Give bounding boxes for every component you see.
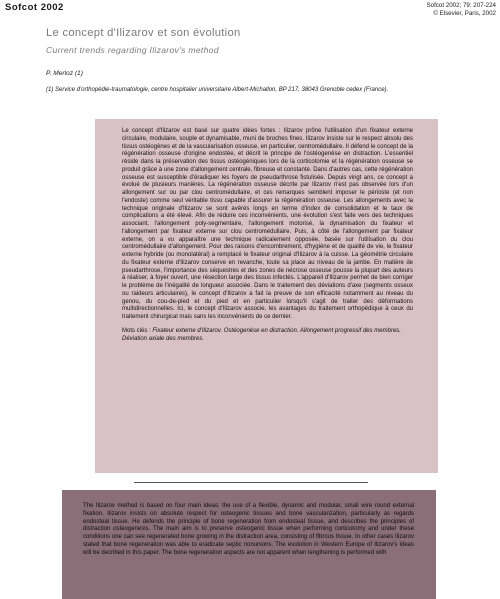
author-affiliation: (1) Service d'orthopédie-traumatologie, centre hospitalier universitaire Albert-Michallon, BP 217, 38043 Grenoble cedex (France). — [46, 87, 389, 93]
article-title-french: Le concept d'Ilizarov et son évolution — [46, 27, 241, 39]
article-title-english: Current trends regarding Ilizarov's method — [46, 45, 219, 55]
citation-volume-pages: Sofcot 2002; 79: 207-224 — [426, 2, 496, 9]
citation-copyright: © Elsevier, Paris, 2002 — [433, 10, 496, 17]
section-divider — [134, 482, 368, 483]
french-abstract-box — [95, 119, 438, 473]
keywords-list: Fixateur externe d'Ilizarov. Ostéogenèse en distraction. Allongement progressif des membres. Déviation axiale des membres. — [122, 327, 401, 342]
citation-info — [427, 2, 497, 18]
english-abstract-text: The Ilizarov method is based on four main ideas: the use of a flexible, dynamic and modular, small wire round external fixation. Ilizarov insists on absolute respect for osteogenic tissues and bone vascularization, particularly as regards endosteal tissue. He defends the principle of bone regeneration from endosteal tissue, and describes the principles of distraction osteogenesis. The main aim is to preserve osteogenic tissue when performing corticotomy and under these conditions one can see regenerated bone growing in the distraction area, consisting of fibrous tissue. In other cases Ilizarov stated that bone regeneration was able to eradicate septic nonunions. The evolution in Western Europe of Ilizarov's ideas will be decribed in this paper. The bone regeneration aspects are not apparent when lengthening is performed with — [83, 503, 414, 556]
journal-name: Sofcot 2002 — [5, 2, 64, 13]
english-abstract-box — [62, 490, 436, 599]
keywords-label: Mots clés : — [122, 327, 151, 334]
french-keywords — [122, 328, 413, 344]
author-name: P. Merloz (1) — [46, 70, 83, 77]
french-abstract-text: Le concept d'Ilizarov est basé sur quatre idées fortes : Ilizarov prône l'utilisation d'un fixateur externe circulaire, modulaire, souple et dynamisable, muni de broches fines. Ilizarov insiste sur le respect absolu des tissus ostéogènes et de la vascularisation osseuse, en particulier, centromédullaire. Il défend le concept de la régénération osseuse d'origine endostée, et décrit le principe de l'ostéogenèse en distraction. L'essentiel réside dans la préservation des tissus ostéogéniques lors de la corticotomie et la régénération osseuse se produit grâce à une zone d'allongement centrale, fibreuse et constante. Dans d'autres cas, cette régénération osseuse est susceptible d'éradiquer les foyers de pseudarthrose fistulisée. Depuis vingt ans, ce concept a évolué de plusieurs manières. La régénération osseuse décrite par Ilizarov n'est pas observée lors d'un allongement sur ou par clou centromédullaire, et ces remarques semblent imposer le périoste (et non l'endoste) comme seul véritable tissu capable d'assurer la régénération osseuse. Les allongements avec la technique originale d'Ilizarov se sont avérés longs en terme d'index de consolidation et le taux de complications a été élevé. Afin de réduire ces inconvénients, une évolution s'est faite vers des techniques associant, l'allongement poly-segmentaire, l'allongement motorisé, la dynamisation du fixateur et l'allongement par fixateur externe sur clou centromédullaire. Puis, à côté de l'allongement par fixateur externe, on a vu apparaître une technique radicalement opposée, basée sur l'utilisation du clou centromédullaire d'allongement. Pour des raisons d'encombrement, d'hygiène et de qualité de vie, le fixateur externe hybride (ou monolatéral) a remplacé le fixateur original d'Ilizarov à la cuisse. La géométrie circulaire du fixateur externe d'Ilizarov conserve en revanche, toute sa place au niveau de la jambe. En matière de pseudarthrose, l'importance des séquestres et des zones de nécrose osseuse pousse la plupart des auteurs à réaliser, à foyer ouvert, une résection large des tissus infectés. L'appareil d'Ilizarov permet de bien corriger le problème de l'inégalité de longueur associée. Dans le traitement des déviations d'axe (segments osseux ou raideurs articulaires), le concept d'Ilizarov a fait la preuve de son efficacité notamment au niveau du genou, du cou-de-pied et du pied et en particulier lorsqu'il s'agit de traiter des déformations multidirectionnelles. Ici, le concept d'Ilizarov associe, les avantages du traitement orthopédique à ceux du traitement chirurgical mais sans les inconvénients de ce dernier. — [122, 128, 413, 320]
